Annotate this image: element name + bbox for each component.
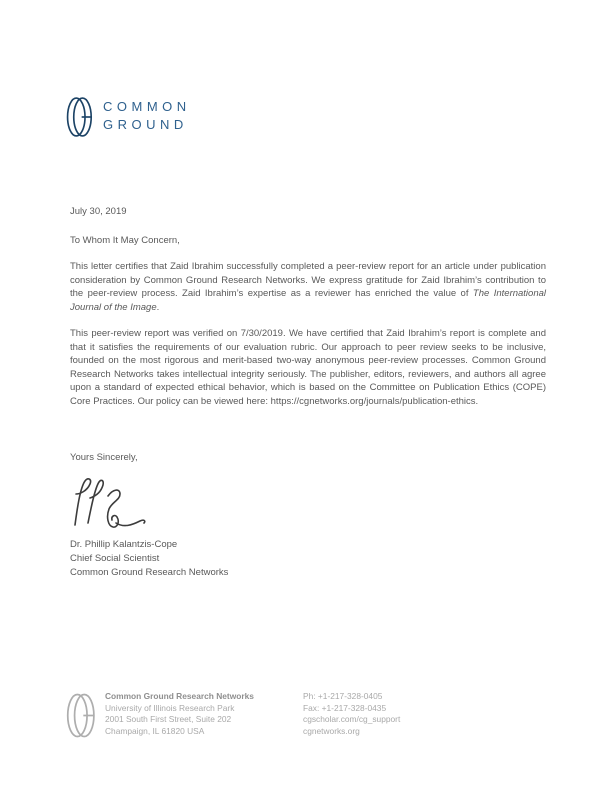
paragraph-certification [70, 260, 546, 314]
brand-wordmark [103, 98, 191, 134]
footer-support-url: cgscholar.com/cg_support [303, 714, 401, 725]
cg-monogram-footer-icon [66, 690, 97, 741]
wordmark-line-ground: GROUND [103, 117, 188, 132]
footer-contact-block [303, 691, 400, 737]
footer-phone: Ph: +1-217-328-0405 [303, 691, 383, 701]
signatory-title: Chief Social Scientist [70, 553, 160, 564]
footer-fax: Fax: +1-217-328-0435 [303, 702, 387, 713]
footer-address-block [105, 691, 254, 737]
signatory-block [70, 538, 228, 580]
footer-website-url: cgnetworks.org [303, 725, 360, 736]
letter-date: July 30, 2019 [70, 206, 127, 217]
handwritten-signature-icon [70, 476, 150, 532]
wordmark-line-common: COMMON [103, 99, 191, 114]
salutation: To Whom It May Concern, [70, 235, 180, 246]
footer-address-line2: 2001 South First Street, Suite 202 [105, 714, 232, 725]
footer-address-line3: Champaign, IL 61820 USA [105, 725, 205, 736]
footer-org-name: Common Ground Research Networks [105, 691, 254, 701]
paragraph-1-period: . [156, 301, 160, 313]
cg-monogram-icon [66, 94, 94, 140]
paragraph-verification: This peer-review report was verified on 7/30/2019. We have certified that Zaid Ibrahim’s report is complete and that it satisfies the requirements of our evaluation rubric. Our approach to peer review seeks to be inclusive, founded on the most rigorous and merit-based two-way anonymous peer-review processes. Common Ground Research Networks takes intellectual integrity seriously. The publisher, editors, reviewers, and authors all agree upon a standard of expected ethical behavior, which is based on the Committee on Publication Ethics (COPE) Core Practices. Our policy can be viewed here: https://cgnetworks.org/journals/publication-ethics. [70, 328, 546, 407]
signatory-name: Dr. Phillip Kalantzis-Cope [70, 539, 178, 550]
journal-title: The International Journal of the Image [70, 288, 547, 313]
signatory-organization: Common Ground Research Networks [70, 567, 229, 578]
paragraph-1-text: This letter certifies that Zaid Ibrahim successfully completed a peer-review report for an article under publication consideration by Common Ground Research Networks. We express gratitude for Zaid Ibrahim’s contribution to the peer-review process. Zaid Ibrahim’s expertise as a reviewer has enriched the value of [70, 261, 546, 299]
letterhead [66, 94, 191, 140]
closing-line: Yours Sincerely, [70, 452, 138, 463]
footer-address-line1: University of Illinois Research Park [105, 702, 235, 713]
